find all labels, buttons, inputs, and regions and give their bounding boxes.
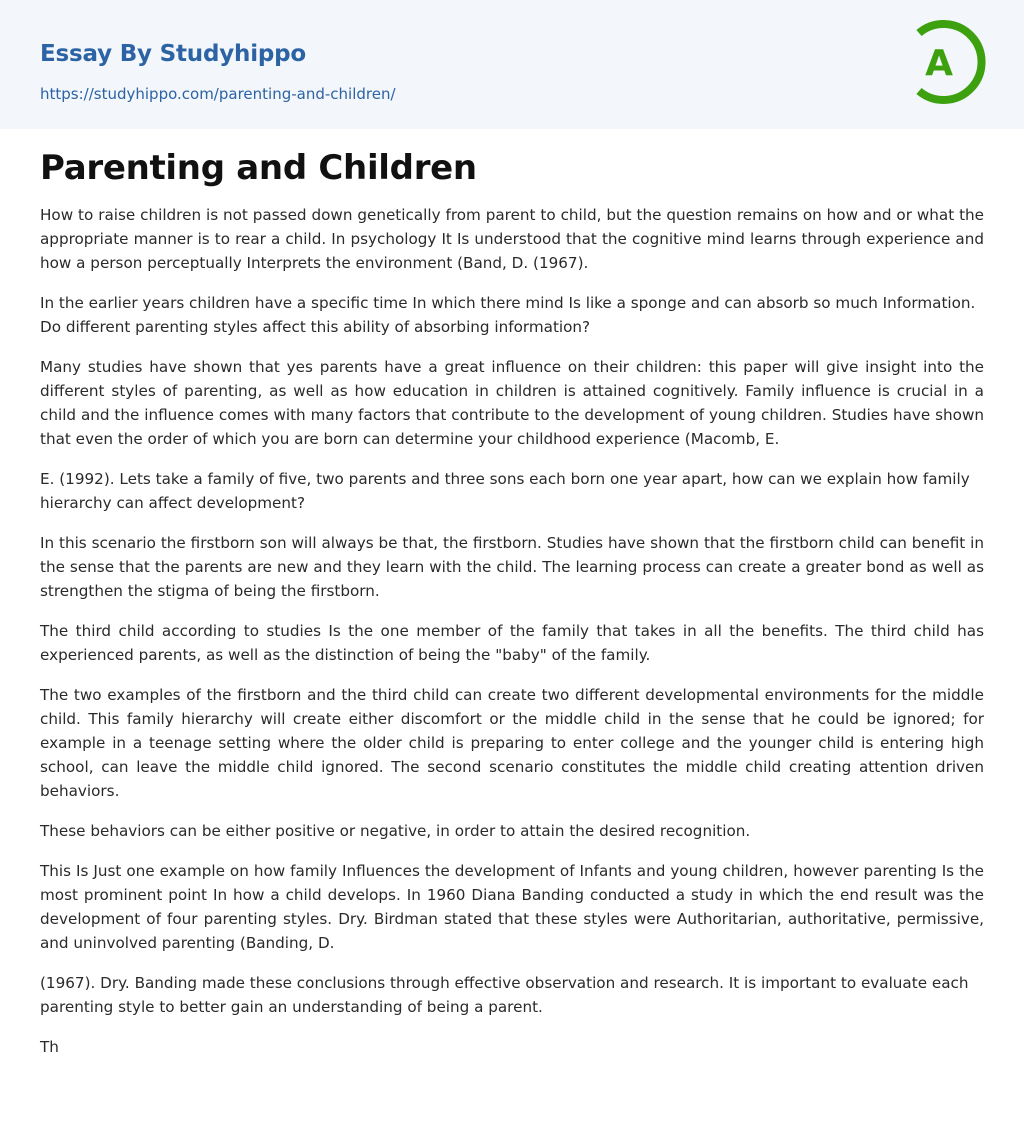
brand-title: Essay By Studyhippo <box>40 41 307 67</box>
essay-url-link[interactable]: https://studyhippo.com/parenting-and-children/ <box>40 85 396 103</box>
page-title: Parenting and Children <box>40 148 477 188</box>
svg-text:A: A <box>925 43 953 84</box>
essay-paragraph: In this scenario the firstborn son will always be that, the firstborn. Studies have shown that the firstborn child can benefit in the sense that the parents are new and they learn with the child. The learning process can create a greater bond as well as strengthen the stigma of being the firstborn. <box>40 534 984 600</box>
essay-paragraph: (1967). Dry. Banding made these conclusions through effective observation and research. It is important to evaluate each parenting style to better gain an understanding of being a parent. <box>40 974 969 1016</box>
essay-paragraph: E. (1992). Lets take a family of five, two parents and three sons each born one year apart, how can we explain how family hierarchy can affect development? <box>40 470 970 512</box>
essay-paragraph: How to raise children is not passed down genetically from parent to child, but the question remains on how and or what the appropriate manner is to rear a child. In psychology It Is understood that the cognitive mind learns through experience and how a person perceptually Interprets the environment (Band, D. (1967). <box>40 206 984 272</box>
site-header <box>0 0 1024 129</box>
essay-paragraph: This Is Just one example on how family Influences the development of Infants and young children, however parenting Is the most prominent point In how a child develops. In 1960 Diana Banding conducted a study in which the end result was the development of four parenting styles. Dry. Birdman stated that these styles were Authoritarian, authoritative, permissive, and uninvolved parenting (Banding, D. <box>40 862 984 952</box>
essay-paragraph: In the earlier years children have a specific time In which there mind Is like a sponge and can absorb so much Information. Do different parenting styles affect this ability of absorbing information? <box>40 294 976 336</box>
essay-paragraph-truncated: Th <box>40 1038 59 1056</box>
essay-paragraph: The two examples of the firstborn and the third child can create two different developmental environments for the middle child. This family hierarchy will create either discomfort or the middle child in the sense that he could be ignored; for example in a teenage setting where the older child is preparing to enter college and the younger child is entering high school, can leave the middle child ignored. The second scenario constitutes the middle child creating attention driven behaviors. <box>40 686 984 800</box>
essay-paragraph: The third child according to studies Is the one member of the family that takes in all the benefits. The third child has experienced parents, as well as the distinction of being the "baby" of the family. <box>40 622 984 664</box>
essay-body <box>40 203 984 1059</box>
studyhippo-logo-icon[interactable] <box>905 16 991 108</box>
essay-paragraph: These behaviors can be either positive or negative, in order to attain the desired recognition. <box>40 822 751 840</box>
essay-paragraph: Many studies have shown that yes parents have a great influence on their children: this paper will give insight into the different styles of parenting, as well as how education in children is attained cognitively. Family influence is crucial in a child and the influence comes with many factors that contribute to the development of young children. Studies have shown that even the order of which you are born can determine your childhood experience (Macomb, E. <box>40 358 984 448</box>
